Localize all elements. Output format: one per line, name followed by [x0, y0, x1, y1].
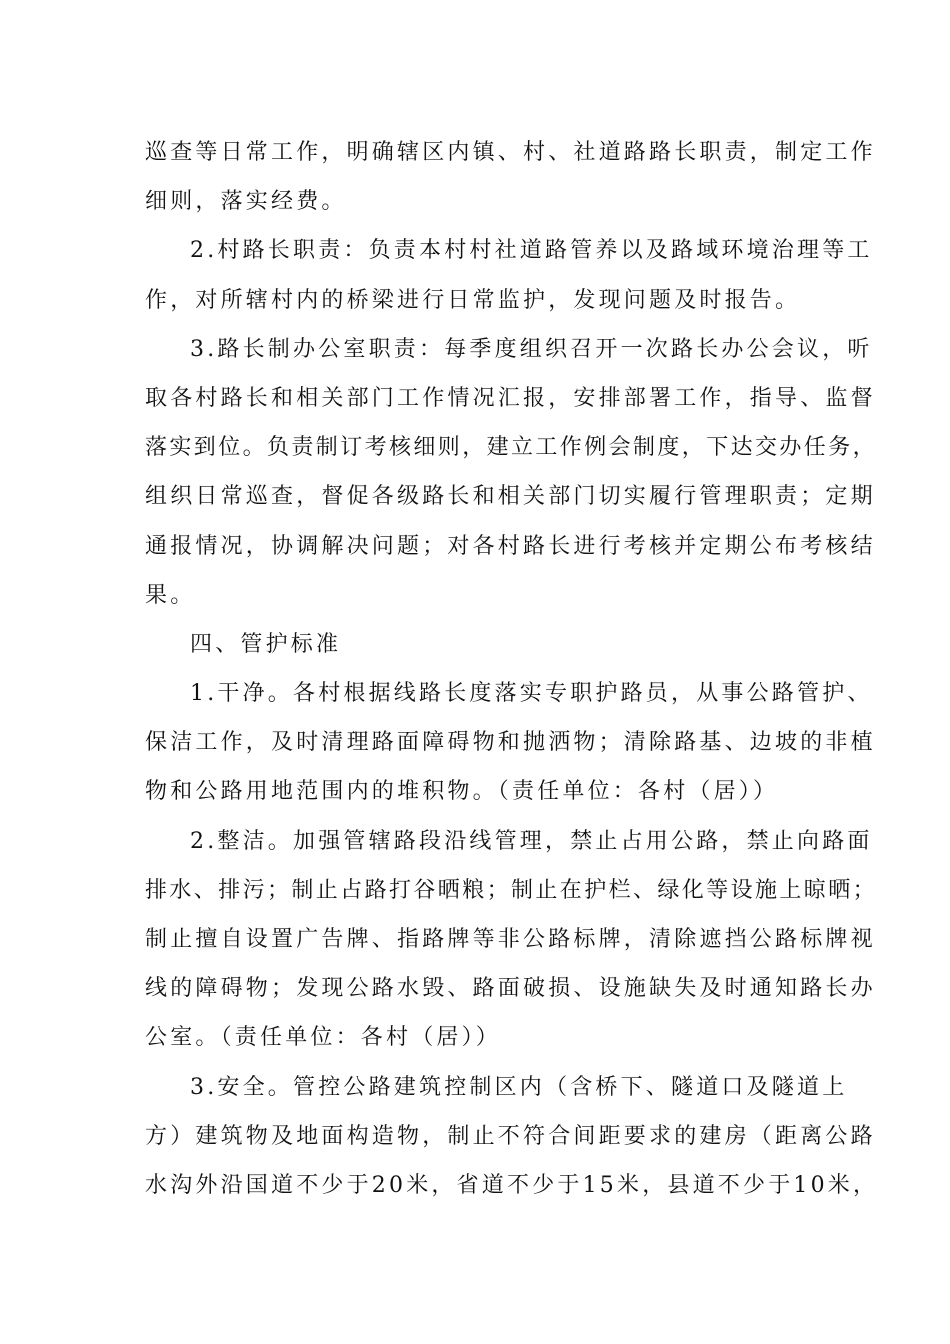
- paragraph-line: 排水、排污；制止占路打谷晒粮；制止在护栏、绿化等设施上晾晒；: [145, 877, 878, 903]
- paragraph-line: 3.安全。管控公路建筑控制区内（含桥下、隧道口及隧道上: [190, 1074, 848, 1100]
- paragraph-line: 保洁工作，及时清理路面障碍物和抛洒物；清除路基、边坡的非植: [145, 730, 876, 756]
- document-body: [145, 128, 879, 1210]
- paragraph-line: 水沟外沿国道不少于20米，省道不少于15米，县道不少于10米，: [145, 1172, 879, 1198]
- section-heading: 四、管护标准: [190, 631, 342, 657]
- paragraph-line: 取各村路长和相关部门工作情况汇报，安排部署工作，指导、监督: [145, 385, 876, 411]
- paragraph-line: 公室。（责任单位：各村（居））: [145, 1025, 502, 1051]
- paragraph-line: 物和公路用地范围内的堆积物。（责任单位：各村（居））: [145, 779, 779, 805]
- paragraph-line: 作，对所辖村内的桥梁进行日常监护，发现问题及时报告。: [145, 287, 801, 313]
- paragraph-line: 落实到位。负责制订考核细则，建立工作例会制度，下达交办任务，: [145, 435, 878, 461]
- paragraph-line: 2.村路长职责：负责本村村社道路管养以及路域环境治理等工: [190, 238, 873, 264]
- paragraph-line: 方）建筑物及地面构造物，制止不符合间距要求的建房（距离公路: [145, 1123, 876, 1149]
- paragraph-line: 2.整洁。加强管辖路段沿线管理，禁止占用公路，禁止向路面: [190, 828, 873, 854]
- paragraph-line: 制止擅自设置广告牌、指路牌等非公路标牌，清除遮挡公路标牌视: [145, 927, 876, 952]
- paragraph-line: 3.路长制办公室职责：每季度组织召开一次路长办公会议，听: [190, 336, 873, 362]
- paragraph-line: 线的障碍物；发现公路水毁、路面破损、设施缺失及时通知路长办: [145, 976, 876, 1002]
- paragraph-line: 巡查等日常工作，明确辖区内镇、村、社道路路长职责，制定工作: [145, 140, 876, 165]
- paragraph-line: 组织日常巡查，督促各级路长和相关部门切实履行管理职责；定期: [145, 484, 876, 510]
- paragraph-line: 果。: [145, 582, 196, 608]
- paragraph-line: 通报情况，协调解决问题；对各村路长进行考核并定期公布考核结: [145, 533, 876, 559]
- paragraph-line: 1.干净。各村根据线路长度落实专职护路员，从事公路管护、: [190, 681, 873, 707]
- paragraph-line: 细则，落实经费。: [145, 189, 347, 215]
